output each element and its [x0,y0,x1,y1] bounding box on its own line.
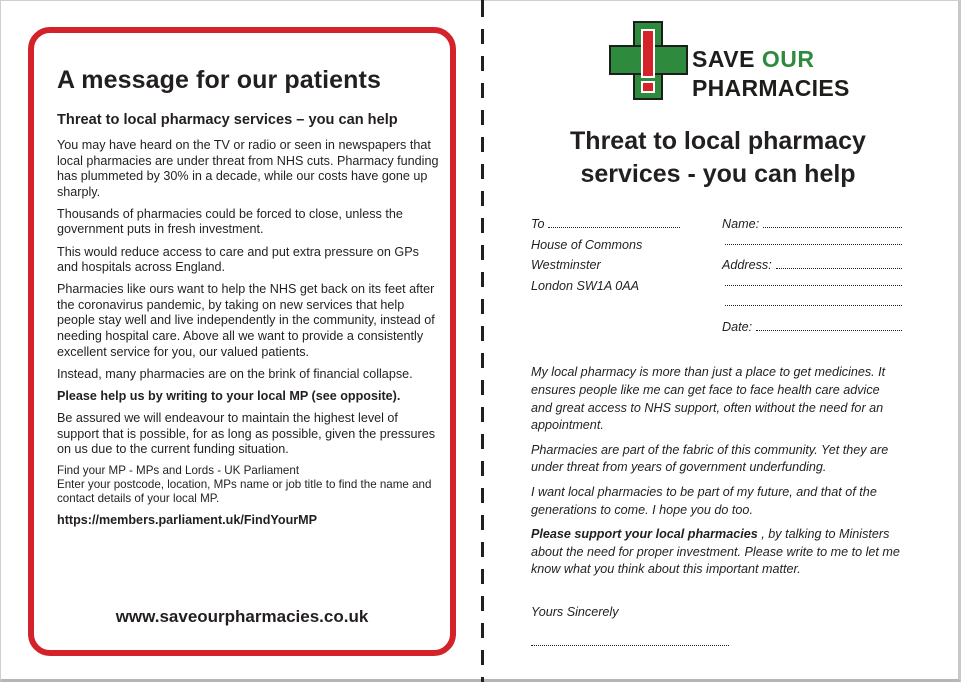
patient-message-card [28,27,456,656]
address-field[interactable] [776,259,902,269]
logo-text-line1: SAVE OUR [692,46,815,72]
paragraph: You may have heard on the TV or radio or seen in newspapers that local pharmacies are under threat from NHS cuts. Pharmacy funding has plummeted by 30% in a decade, while our costs have gone up sharply. [57,138,439,199]
to-label: To [531,217,545,231]
paragraph: This would reduce access to care and put extra pressure on GPs and hospitals across England. [57,244,419,275]
address-line: London SW1A 0AA [531,278,640,293]
address-label: Address: [722,258,772,272]
letter-paragraph: My local pharmacy is more than just a place to get medicines. It ensures people like me can get face to face health care advice and great access to NHS support, often without the need for an appointment. [531,365,886,433]
letter-paragraph: I want local pharmacies to be part of my future, and that of the generations to come. I hope you do too. [531,484,877,517]
find-mp-title: Find your MP - MPs and Lords - UK Parliament [57,464,300,478]
paragraph: Be assured we will endeavour to maintain the highest level of support that is possible, for as long as possible, given the pressures on us due to the current funding situation. [57,410,436,457]
find-mp-info [57,464,442,506]
save-our-pharmacies-logo [607,18,850,104]
paragraph: Thousands of pharmacies could be forced to close, unless the government puts in fresh investment. [57,206,403,237]
paragraph: Instead, many pharmacies are on the brink of financial collapse. [57,366,413,381]
to-field[interactable] [548,217,680,228]
name-label: Name: [722,217,760,231]
card-title: A message for our patients [57,66,381,94]
letter-heading: Threat to local pharmacy services - you can help [570,127,866,188]
dashed-cut-line [481,0,484,682]
logo-text-line2: PHARMACIES [692,75,850,101]
find-mp-link[interactable]: https://members.parliament.uk/FindYourMP [57,512,318,527]
paragraph: Pharmacies like ours want to help the NHS get back on its feet after the coronavirus pandemic, by taking on new services that help people stay well and live independently in the community, instead of needing hospital care. Above all we want to provide a consistently excellent service for you, our valued patients. [57,282,435,359]
card-subtitle: Threat to local pharmacy services – you can help [57,112,398,128]
date-field[interactable] [756,321,902,331]
website-link[interactable]: www.saveourpharmacies.co.uk [115,607,369,626]
address-line: House of Commons [531,237,643,252]
address-field-line3[interactable] [725,296,902,306]
signature-field[interactable] [531,645,729,646]
letter-paragraph: Pharmacies are part of the fabric of this community. Yet they are under threat from years of government underfunding. [531,442,889,475]
letter-body [531,364,903,586]
name-field-line2[interactable] [725,235,902,245]
card-body [57,138,442,535]
letter-closing: Please support your local pharmacies , by talking to Ministers about the need for proper investment. Please write to me to let me know what you think about this important matter. [531,526,900,577]
name-field[interactable] [763,218,902,228]
address-field-line2[interactable] [725,276,902,286]
call-to-action: Please help us by writing to your local MP (see opposite). [57,388,401,403]
sender-details [722,214,902,337]
recipient-address [531,214,680,296]
address-line: Westminster [531,258,601,272]
date-label: Date: [722,319,753,334]
find-mp-description: Enter your postcode, location, MPs name or job title to find the name and contact details of your local MP. [57,478,432,506]
signoff: Yours Sincerely [531,605,619,619]
